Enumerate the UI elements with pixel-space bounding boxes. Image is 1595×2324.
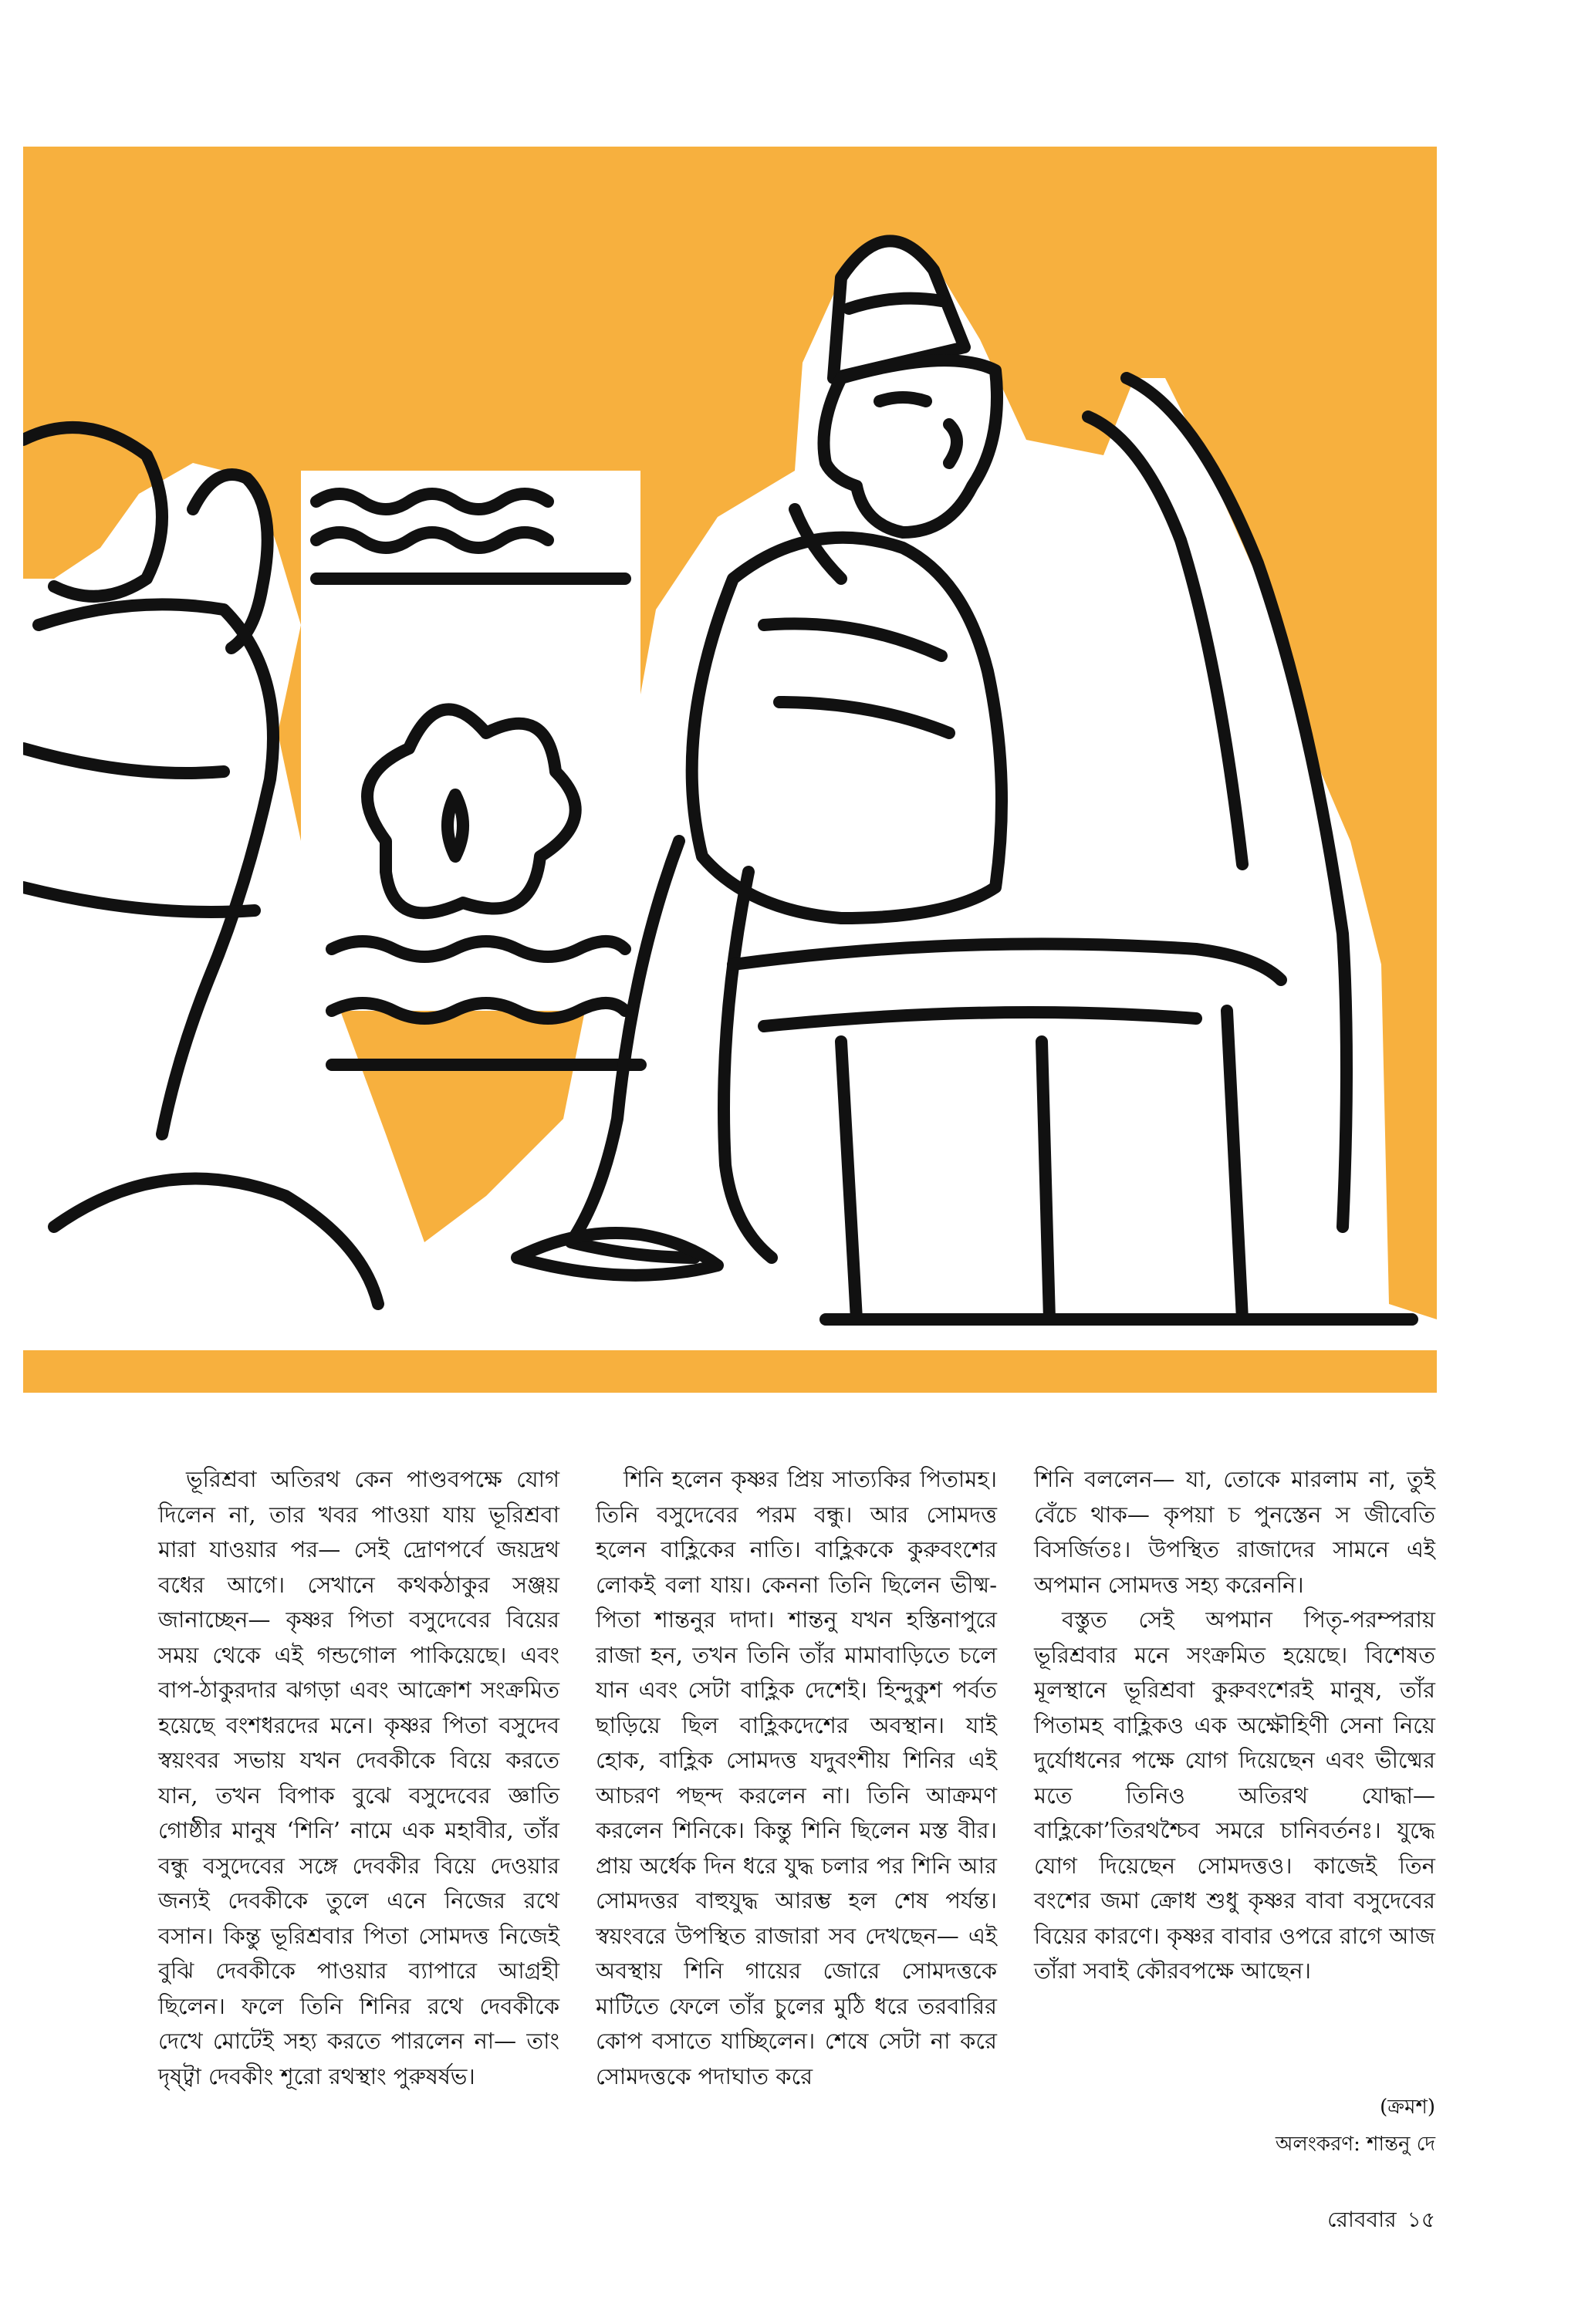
page-number: ১৫ xyxy=(1407,2207,1435,2232)
paragraph: ভূরিশ্রবা অতিরথ কেন পাণ্ডবপক্ষে যোগ দিলেন না, তার খবর পাওয়া যায় ভূরিশ্রবা মারা যাওয়ার পর— সেই দ্রোণপর্বে জয়দ্রথ বধের আগে। সেখানে কথকঠাকুর সঞ্জয় জানাচ্ছেন— কৃষ্ণর পিতা বসুদেবের বিয়ের সময় থেকে এই গন্ডগোল পাকিয়েছে। এবং বাপ-ঠাকুরদার ঝগড়া এবং আক্রোশ সংক্রমিত হয়েছে বংশধরদের মনে। কৃষ্ণর পিতা বসুদেব স্বয়ংবর সভায় যখন দেবকীকে বিয়ে করতে যান, তখন বিপাক বুঝে বসুদেবের জ্ঞাতি গোষ্ঠীর মানুষ ‘শিনি’ নামে এক মহাবীর, তাঁর বন্ধু বসুদেবের সঙ্গে দেবকীর বিয়ে দেওয়ার জন্যই দেবকীকে তুলে এনে নিজের রথে বসান। কিন্তু ভূরিশ্রবার পিতা সোমদত্ত নিজেই বুঝি দেবকীকে পাওয়ার ব্যাপারে আগ্রহী ছিলেন। ফলে তিনি শিনির রথে দেবকীকে দেখে মোটেই সহ্য করতে পারলেন না— তাং দৃষ্ট্বা দেবকীং শূরো রথস্থাং পুরুষর্ষভ। xyxy=(158,1466,559,2089)
byline xyxy=(1276,2089,1435,2163)
magazine-name: রোববার xyxy=(1327,2207,1397,2232)
illustration-credit: অলংকরণ: শান্তনু দে xyxy=(1275,2133,1435,2156)
article-column-1 xyxy=(158,1462,559,2094)
illustration-drawing xyxy=(23,147,1437,1393)
illustration xyxy=(23,147,1437,1393)
paragraph: বস্তুত সেই অপমান পিতৃ-পরম্পরায় ভূরিশ্রবার মনে সংক্রমিত হয়েছে। বিশেষত মূলস্থানে ভূরিশ্রবা কুরুবংশেরই মানুষ, তাঁর পিতামহ বাহ্লিকও এক অক্ষৌহিণী সেনা নিয়ে দুর্যোধনের পক্ষে যোগ দিয়েছেন এবং ভীষ্মের মতে তিনিও অতিরথ যোদ্ধা— বাহ্লিকো’তিরথশ্চৈব সমরে চানিবর্তনঃ। যুদ্ধে যোগ দিয়েছেন সোমদত্তও। কাজেই তিন বংশের জমা ক্রোধ শুধু কৃষ্ণর বাবা বসুদেবের বিয়ের কারণে। কৃষ্ণর বাবার ওপরে রাগে আজ তাঁরা সবাই কৌরবপক্ষে আছেন। xyxy=(1034,1606,1435,1984)
article-body xyxy=(158,1462,1435,2157)
continued-note: (ক্রমশ) xyxy=(1380,2096,1435,2119)
page-footer xyxy=(1327,2203,1435,2239)
paragraph: শিনি হলেন কৃষ্ণর প্রিয় সাত্যকির পিতামহ। তিনি বসুদেবের পরম বন্ধু। আর সোমদত্ত হলেন বাহ্লিকের নাতি। বাহ্লিককে কুরুবংশের লোকই বলা যায়। কেননা তিনি ছিলেন ভীষ্ম-পিতা শান্তনুর দাদা। শান্তনু যখন হস্তিনাপুরে রাজা হন, তখন তিনি তাঁর মামাবাড়িতে চলে যান এবং সেটা বাহ্লিক দেশেই। হিন্দুকুশ পর্বত ছাড়িয়ে ছিল বাহ্লিকদেশের অবস্থান। যাই হোক, বাহ্লিক সোমদত্ত যদুবংশীয় শিনির এই আচরণ পছন্দ করলেন না। তিনি আক্রমণ করলেন শিনিকে। কিন্তু শিনি ছিলেন মস্ত বীর। প্রায় অর্ধেক দিন ধরে যুদ্ধ চলার পর শিনি আর সোমদত্তর বাহুযুদ্ধ আরম্ভ হল শেষ পর্যন্ত। স্বয়ংবরে উপস্থিত রাজারা সব দেখছেন— এই অবস্থায় শিনি গায়ের জোরে সোমদত্তকে মাটিতে ফেলে তাঁর চুলের মুঠি ধরে তরবারির কোপ বসাতে যাচ্ছিলেন। শেষে সেটা না করে সোমদত্তকে পদাঘাত করে xyxy=(596,1466,997,2089)
article-column-2 xyxy=(596,1462,997,2094)
paragraph: শিনি বললেন— যা, তোকে মারলাম না, তুই বেঁচে থাক— কৃপয়া চ পুনস্তেন স জীবেতি বিসর্জিতঃ। উপস্থিত রাজাদের সামনে এই অপমান সোমদত্ত সহ্য করেননি। xyxy=(1034,1466,1435,1598)
article-column-3 xyxy=(1034,1462,1435,1989)
